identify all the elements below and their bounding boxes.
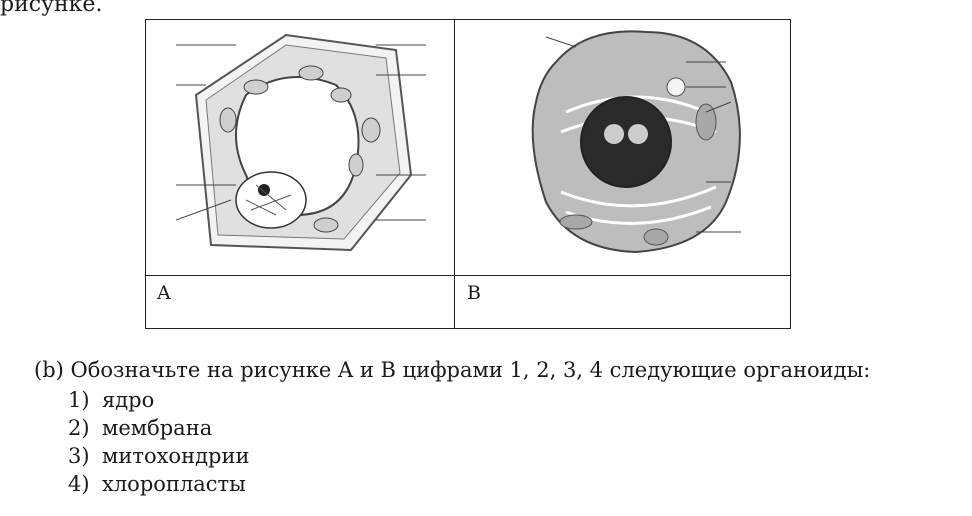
label-cell-b: B <box>467 282 481 304</box>
question-text: (b) Обозначьте на рисунке A и B цифрами 1, 2, 3, 4 следующие органоиды: <box>34 358 871 382</box>
label-cell-a: A <box>157 282 171 304</box>
figure-table <box>145 19 791 329</box>
table-divider-vertical <box>454 20 455 328</box>
previous-text-fragment: рисунке. <box>0 0 103 17</box>
table-divider-horizontal <box>146 275 790 276</box>
plant-cell-illustration <box>176 25 426 265</box>
list-item: 1) ядро <box>68 388 155 412</box>
list-item: 3) митохондрии <box>68 444 250 468</box>
animal-cell-illustration <box>516 22 766 262</box>
organoid-list <box>68 386 249 498</box>
list-item: 2) мембрана <box>68 416 213 440</box>
list-item: 4) хлоропласты <box>68 472 246 496</box>
